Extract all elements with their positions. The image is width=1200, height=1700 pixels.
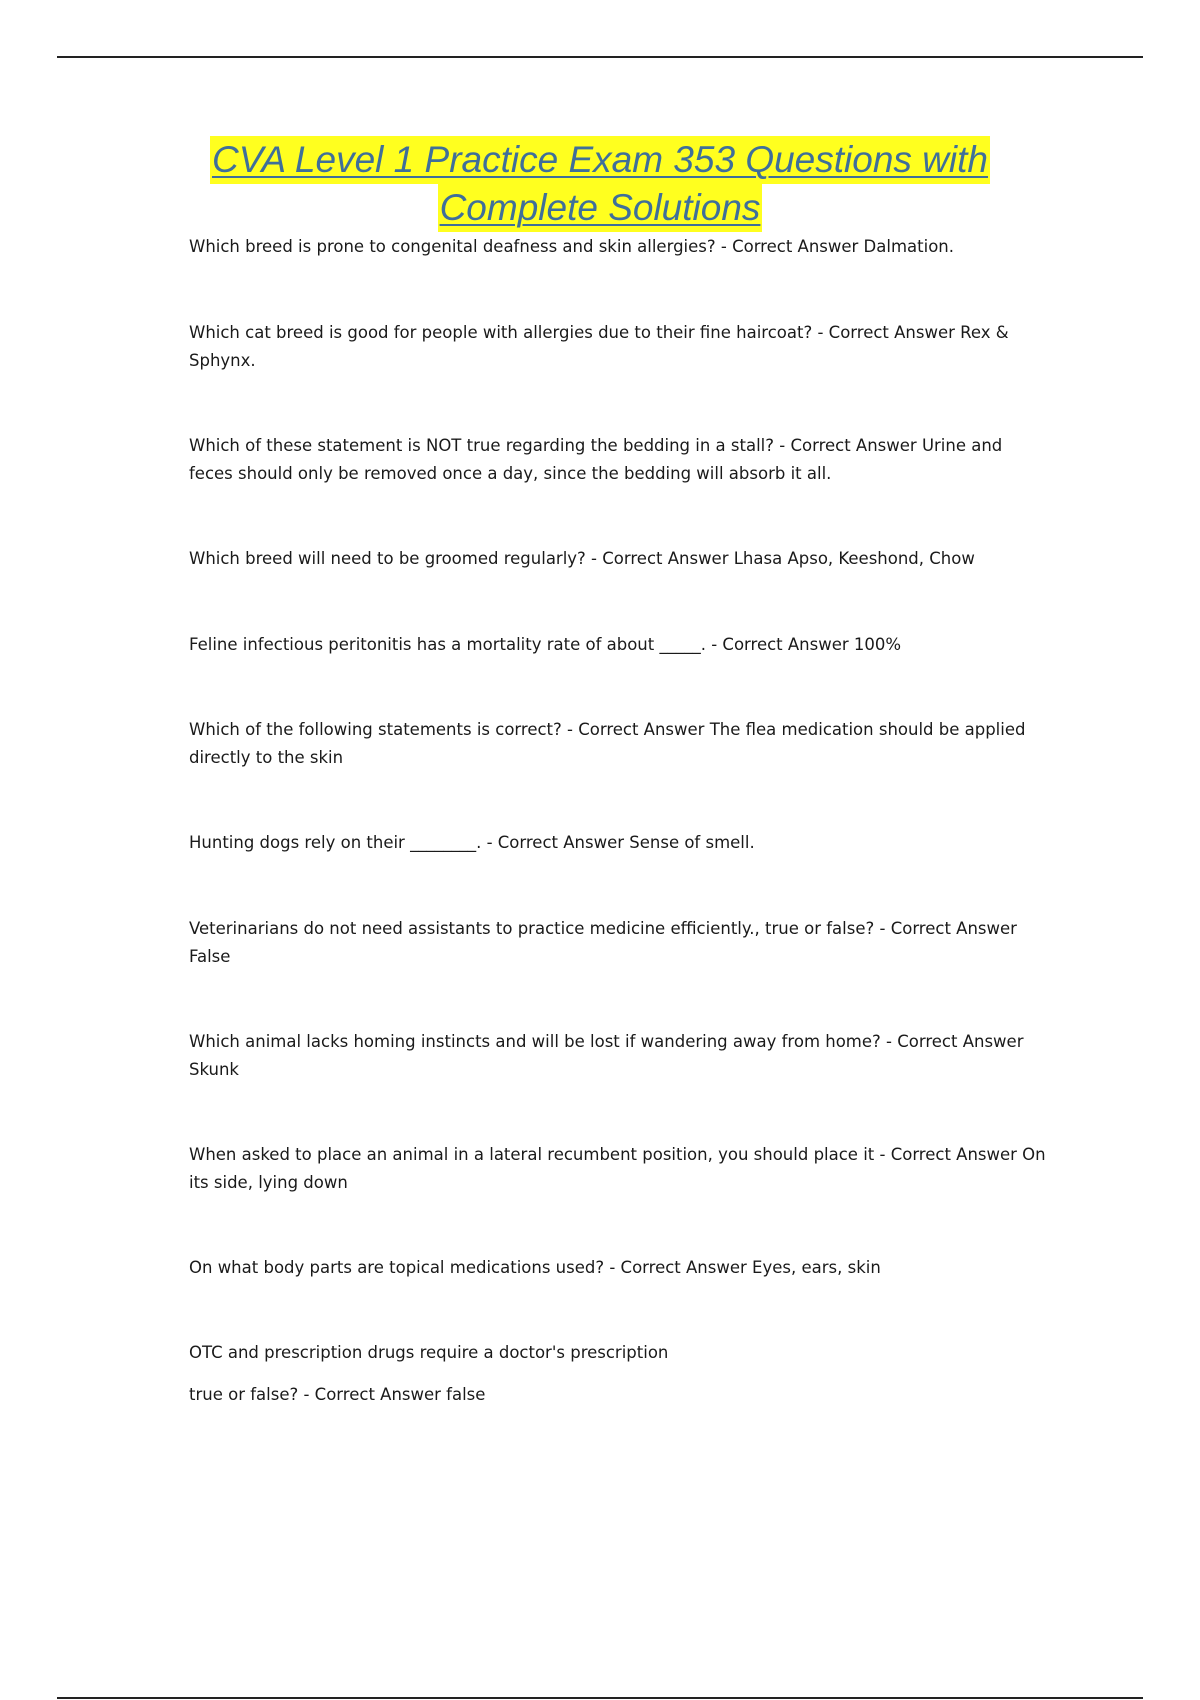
qa-item-9: Which animal lacks homing instincts and will be lost if wandering away from home? - Correct Answer Skunk (189, 1032, 1024, 1079)
qa-item-11: On what body parts are topical medications used? - Correct Answer Eyes, ears, skin (189, 1258, 881, 1277)
qa-item-3: Which of these statement is NOT true regarding the bedding in a stall? - Correct Answer Urine and feces should only be removed once a day, since the bedding will absorb it all. (189, 436, 1003, 483)
title-line-2: Complete Solutions (438, 184, 763, 232)
qa-item-12: OTC and prescription drugs require a doctor's prescription (189, 1343, 669, 1362)
qa-item-4: Which breed will need to be groomed regularly? - Correct Answer Lhasa Apso, Keeshond, Chow (189, 549, 975, 568)
bottom-divider (57, 1697, 1143, 1699)
qa-item-10: When asked to place an animal in a lateral recumbent position, you should place it - Correct Answer On its side, lying down (189, 1145, 1046, 1192)
qa-item-1: Which breed is prone to congenital deafness and skin allergies? - Correct Answer Dalmation. (189, 237, 954, 256)
title-line-1: CVA Level 1 Practice Exam 353 Questions with (210, 136, 990, 184)
qa-item-7: Hunting dogs rely on their ________. - Correct Answer Sense of smell. (189, 833, 755, 852)
document-title (0, 136, 1200, 232)
qa-item-6: Which of the following statements is correct? - Correct Answer The flea medication should be applied directly to the skin (189, 720, 1026, 767)
top-divider (57, 56, 1143, 58)
qa-item-2: Which cat breed is good for people with allergies due to their fine haircoat? - Correct Answer Rex & Sphynx. (189, 323, 1009, 370)
qa-item-13: true or false? - Correct Answer false (189, 1385, 486, 1404)
qa-item-8: Veterinarians do not need assistants to practice medicine efficiently., true or false? - Correct Answer False (189, 919, 1017, 966)
qa-item-5: Feline infectious peritonitis has a mortality rate of about _____. - Correct Answer 100% (189, 635, 902, 654)
